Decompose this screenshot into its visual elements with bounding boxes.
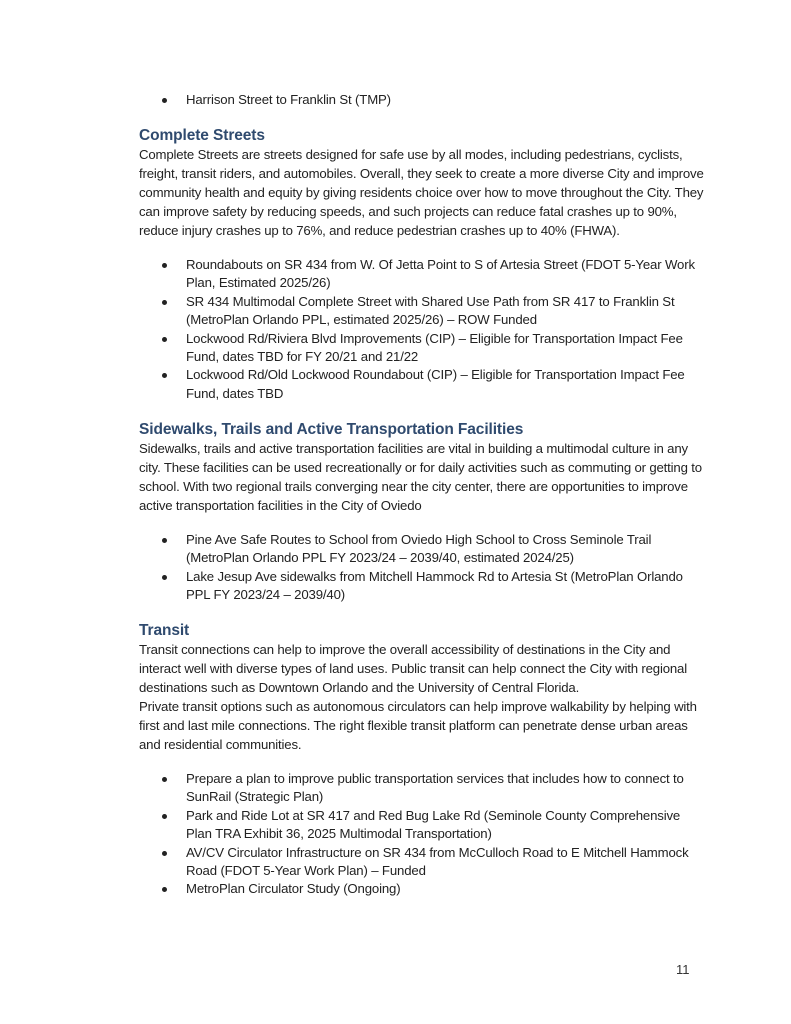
page-content bbox=[139, 91, 709, 899]
list-item: Roundabouts on SR 434 from W. Of Jetta Point to S of Artesia Street (FDOT 5-Year Work Plan, Estimated 2025/26) bbox=[186, 256, 709, 293]
section-complete-streets bbox=[139, 126, 709, 403]
list-item: AV/CV Circulator Infrastructure on SR 434 from McCulloch Road to E Mitchell Hammock Road (FDOT 5-Year Work Plan) – Funded bbox=[186, 844, 709, 881]
section-sidewalks-trails bbox=[139, 420, 709, 604]
bullet-list bbox=[139, 531, 709, 605]
bullet-list bbox=[139, 256, 709, 403]
list-item: MetroPlan Circulator Study (Ongoing) bbox=[186, 880, 709, 898]
list-item: Lake Jesup Ave sidewalks from Mitchell Hammock Rd to Artesia St (MetroPlan Orlando PPL FY 2023/24 – 2039/40) bbox=[186, 568, 709, 605]
section-transit bbox=[139, 621, 709, 898]
list-item: Harrison Street to Franklin St (TMP) bbox=[186, 91, 709, 109]
section-heading: Complete Streets bbox=[139, 127, 265, 145]
section-heading: Sidewalks, Trails and Active Transportation Facilities bbox=[139, 421, 524, 439]
list-item: Park and Ride Lot at SR 417 and Red Bug Lake Rd (Seminole County Comprehensive Plan TRA Exhibit 36, 2025 Multimodal Transportation) bbox=[186, 807, 709, 844]
section-paragraph: Complete Streets are streets designed for safe use by all modes, including pedestrians, cyclists, freight, transit riders, and automobiles. Overall, they seek to create a more diverse City and improve community health and equity by giving residents choice over how to move throughout the City. They can improve safety by reducing speeds, and such projects can reduce fatal crashes up to 90%, reduce injury crashes up to 76%, and reduce pedestrian crashes up to 40% (FHWA). bbox=[139, 147, 704, 239]
bullet-list bbox=[139, 770, 709, 899]
intro-bullet-list bbox=[139, 91, 709, 109]
list-item: SR 434 Multimodal Complete Street with Shared Use Path from SR 417 to Franklin St (MetroPlan Orlando PPL, estimated 2025/26) – ROW Funded bbox=[186, 293, 709, 330]
list-item: Lockwood Rd/Old Lockwood Roundabout (CIP) – Eligible for Transportation Impact Fee Fund, dates TBD bbox=[186, 366, 709, 403]
list-item: Lockwood Rd/Riviera Blvd Improvements (CIP) – Eligible for Transportation Impact Fee Fund, dates TBD for FY 20/21 and 21/22 bbox=[186, 330, 709, 367]
list-item: Pine Ave Safe Routes to School from Oviedo High School to Cross Seminole Trail (MetroPlan Orlando PPL FY 2023/24 – 2039/40, estimated 2024/25) bbox=[186, 531, 709, 568]
section-paragraph-2: Private transit options such as autonomous circulators can help improve walkability by helping with first and last mile connections. The right flexible transit platform can penetrate dense urban areas and residential communities. bbox=[139, 699, 697, 752]
page-number: 11 bbox=[676, 962, 690, 977]
section-paragraph: Transit connections can help to improve the overall accessibility of destinations in the City and interact well with diverse types of land uses. Public transit can help connect the City with regional destinations such as Downtown Orlando and the University of Central Florida. bbox=[139, 642, 687, 696]
section-heading: Transit bbox=[139, 622, 190, 640]
section-paragraph: Sidewalks, trails and active transportation facilities are vital in building a multimodal culture in any city. These facilities can be used recreationally or for daily activities such as commuting or getting to school. With two regional trails converging near the city center, there are opportunities to improve active transportation facilities in the City of Oviedo bbox=[139, 441, 702, 513]
list-item: Prepare a plan to improve public transportation services that includes how to connect to SunRail (Strategic Plan) bbox=[186, 770, 709, 807]
